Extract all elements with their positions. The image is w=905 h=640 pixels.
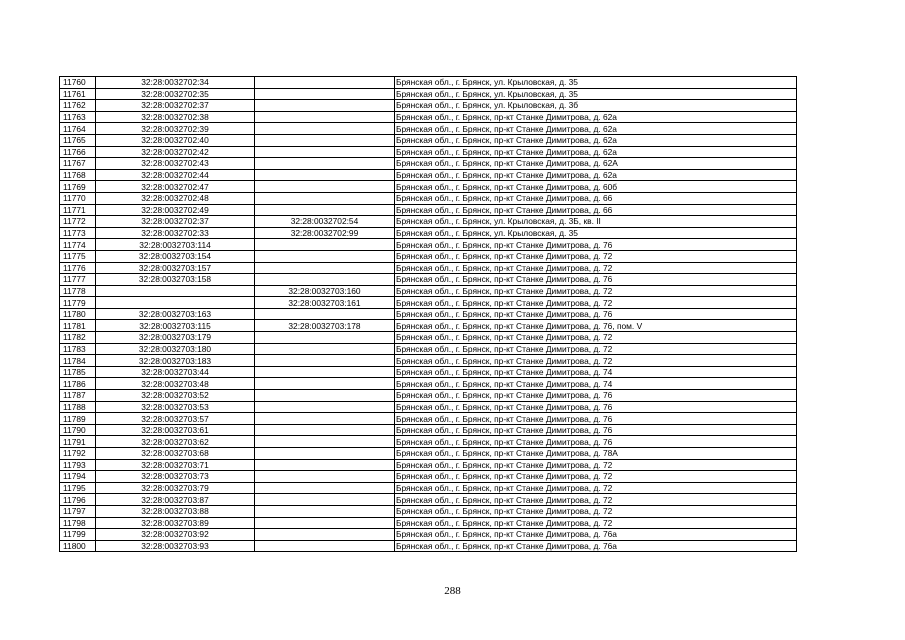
row-number-cell: 11793 bbox=[60, 459, 96, 471]
row-number-cell: 11796 bbox=[60, 494, 96, 506]
row-number-cell: 11771 bbox=[60, 204, 96, 216]
row-number-cell: 11762 bbox=[60, 100, 96, 112]
table-row bbox=[60, 123, 797, 135]
table-row bbox=[60, 192, 797, 204]
address-cell: Брянская обл., г. Брянск, пр-кт Станке Димитрова, д. 62а bbox=[395, 123, 797, 135]
parent-cadastral-number-cell bbox=[255, 262, 395, 274]
parent-cadastral-number-cell bbox=[255, 529, 395, 541]
row-number-cell: 11772 bbox=[60, 216, 96, 228]
row-number-cell: 11780 bbox=[60, 308, 96, 320]
address-cell: Брянская обл., г. Брянск, пр-кт Станке Димитрова, д. 72 bbox=[395, 343, 797, 355]
address-cell: Брянская обл., г. Брянск, пр-кт Станке Димитрова, д. 60б bbox=[395, 181, 797, 193]
address-cell: Брянская обл., г. Брянск, пр-кт Станке Димитрова, д. 72 bbox=[395, 355, 797, 367]
table-row bbox=[60, 332, 797, 344]
cadastral-number-cell: 32:28:0032703:183 bbox=[96, 355, 255, 367]
table-row bbox=[60, 378, 797, 390]
address-cell: Брянская обл., г. Брянск, пр-кт Станке Димитрова, д. 72 bbox=[395, 471, 797, 483]
row-number-cell: 11800 bbox=[60, 540, 96, 552]
address-cell: Брянская обл., г. Брянск, пр-кт Станке Димитрова, д. 66 bbox=[395, 192, 797, 204]
parent-cadastral-number-cell bbox=[255, 494, 395, 506]
cadastral-number-cell: 32:28:0032703:88 bbox=[96, 505, 255, 517]
cadastral-number-cell bbox=[96, 285, 255, 297]
address-cell: Брянская обл., г. Брянск, пр-кт Станке Димитрова, д. 72 bbox=[395, 297, 797, 309]
parent-cadastral-number-cell bbox=[255, 471, 395, 483]
table-row bbox=[60, 239, 797, 251]
table-row bbox=[60, 285, 797, 297]
cadastral-number-cell: 32:28:0032703:68 bbox=[96, 448, 255, 460]
row-number-cell: 11798 bbox=[60, 517, 96, 529]
cadastral-number-cell: 32:28:0032702:35 bbox=[96, 88, 255, 100]
register-table-body bbox=[60, 77, 797, 552]
cadastral-number-cell: 32:28:0032702:48 bbox=[96, 192, 255, 204]
parent-cadastral-number-cell bbox=[255, 134, 395, 146]
table-row bbox=[60, 436, 797, 448]
table-row bbox=[60, 401, 797, 413]
row-number-cell: 11794 bbox=[60, 471, 96, 483]
row-number-cell: 11781 bbox=[60, 320, 96, 332]
table-row bbox=[60, 262, 797, 274]
cadastral-number-cell: 32:28:0032703:180 bbox=[96, 343, 255, 355]
parent-cadastral-number-cell bbox=[255, 355, 395, 367]
table-row bbox=[60, 308, 797, 320]
address-cell: Брянская обл., г. Брянск, ул. Крыловская, д. 35 bbox=[395, 227, 797, 239]
row-number-cell: 11765 bbox=[60, 134, 96, 146]
table-row bbox=[60, 274, 797, 286]
address-cell: Брянская обл., г. Брянск, пр-кт Станке Димитрова, д. 72 bbox=[395, 285, 797, 297]
address-cell: Брянская обл., г. Брянск, пр-кт Станке Димитрова, д. 76 bbox=[395, 424, 797, 436]
address-cell: Брянская обл., г. Брянск, пр-кт Станке Димитрова, д. 74 bbox=[395, 378, 797, 390]
cadastral-number-cell bbox=[96, 297, 255, 309]
row-number-cell: 11799 bbox=[60, 529, 96, 541]
table-row bbox=[60, 355, 797, 367]
address-cell: Брянская обл., г. Брянск, пр-кт Станке Димитрова, д. 78А bbox=[395, 448, 797, 460]
cadastral-number-cell: 32:28:0032702:49 bbox=[96, 204, 255, 216]
address-cell: Брянская обл., г. Брянск, пр-кт Станке Димитрова, д. 76а bbox=[395, 529, 797, 541]
table-row bbox=[60, 134, 797, 146]
page-number: 288 bbox=[444, 585, 461, 597]
cadastral-number-cell: 32:28:0032702:43 bbox=[96, 158, 255, 170]
parent-cadastral-number-cell bbox=[255, 204, 395, 216]
table-row bbox=[60, 390, 797, 402]
table-row bbox=[60, 343, 797, 355]
cadastral-number-cell: 32:28:0032702:33 bbox=[96, 227, 255, 239]
row-number-cell: 11764 bbox=[60, 123, 96, 135]
table-row bbox=[60, 100, 797, 112]
cadastral-number-cell: 32:28:0032703:179 bbox=[96, 332, 255, 344]
parent-cadastral-number-cell bbox=[255, 459, 395, 471]
table-row bbox=[60, 320, 797, 332]
row-number-cell: 11783 bbox=[60, 343, 96, 355]
address-cell: Брянская обл., г. Брянск, пр-кт Станке Димитрова, д. 76 bbox=[395, 401, 797, 413]
cadastral-number-cell: 32:28:0032703:87 bbox=[96, 494, 255, 506]
address-cell: Брянская обл., г. Брянск, ул. Крыловская, д. 3б bbox=[395, 100, 797, 112]
cadastral-number-cell: 32:28:0032702:47 bbox=[96, 181, 255, 193]
row-number-cell: 11761 bbox=[60, 88, 96, 100]
parent-cadastral-number-cell bbox=[255, 401, 395, 413]
row-number-cell: 11763 bbox=[60, 111, 96, 123]
table-row bbox=[60, 146, 797, 158]
table-row bbox=[60, 540, 797, 552]
parent-cadastral-number-cell bbox=[255, 390, 395, 402]
address-cell: Брянская обл., г. Брянск, пр-кт Станке Димитрова, д. 72 bbox=[395, 505, 797, 517]
parent-cadastral-number-cell bbox=[255, 250, 395, 262]
parent-cadastral-number-cell bbox=[255, 181, 395, 193]
cadastral-number-cell: 32:28:0032702:39 bbox=[96, 123, 255, 135]
address-cell: Брянская обл., г. Брянск, ул. Крыловская, д. 35 bbox=[395, 88, 797, 100]
cadastral-number-cell: 32:28:0032702:37 bbox=[96, 100, 255, 112]
table-row bbox=[60, 181, 797, 193]
row-number-cell: 11775 bbox=[60, 250, 96, 262]
row-number-cell: 11773 bbox=[60, 227, 96, 239]
parent-cadastral-number-cell bbox=[255, 378, 395, 390]
address-cell: Брянская обл., г. Брянск, пр-кт Станке Димитрова, д. 62а bbox=[395, 146, 797, 158]
table-row bbox=[60, 482, 797, 494]
parent-cadastral-number-cell bbox=[255, 448, 395, 460]
table-row bbox=[60, 366, 797, 378]
parent-cadastral-number-cell bbox=[255, 540, 395, 552]
parent-cadastral-number-cell bbox=[255, 482, 395, 494]
cadastral-number-cell: 32:28:0032703:53 bbox=[96, 401, 255, 413]
row-number-cell: 11768 bbox=[60, 169, 96, 181]
row-number-cell: 11787 bbox=[60, 390, 96, 402]
row-number-cell: 11785 bbox=[60, 366, 96, 378]
row-number-cell: 11766 bbox=[60, 146, 96, 158]
parent-cadastral-number-cell bbox=[255, 123, 395, 135]
table-row bbox=[60, 216, 797, 228]
table-row bbox=[60, 471, 797, 483]
row-number-cell: 11784 bbox=[60, 355, 96, 367]
parent-cadastral-number-cell bbox=[255, 366, 395, 378]
cadastral-number-cell: 32:28:0032703:71 bbox=[96, 459, 255, 471]
table-row bbox=[60, 250, 797, 262]
cadastral-number-cell: 32:28:0032703:57 bbox=[96, 413, 255, 425]
address-cell: Брянская обл., г. Брянск, ул. Крыловская, д. 3Б, кв. II bbox=[395, 216, 797, 228]
row-number-cell: 11786 bbox=[60, 378, 96, 390]
cadastral-number-cell: 32:28:0032703:114 bbox=[96, 239, 255, 251]
table-row bbox=[60, 77, 797, 89]
table-row bbox=[60, 517, 797, 529]
cadastral-number-cell: 32:28:0032703:48 bbox=[96, 378, 255, 390]
parent-cadastral-number-cell bbox=[255, 100, 395, 112]
row-number-cell: 11797 bbox=[60, 505, 96, 517]
address-cell: Брянская обл., г. Брянск, пр-кт Станке Димитрова, д. 62а bbox=[395, 169, 797, 181]
table-row bbox=[60, 413, 797, 425]
parent-cadastral-number-cell bbox=[255, 77, 395, 89]
address-cell: Брянская обл., г. Брянск, пр-кт Станке Димитрова, д. 72 bbox=[395, 332, 797, 344]
cadastral-number-cell: 32:28:0032703:62 bbox=[96, 436, 255, 448]
cadastral-number-cell: 32:28:0032703:44 bbox=[96, 366, 255, 378]
cadastral-number-cell: 32:28:0032703:157 bbox=[96, 262, 255, 274]
address-cell: Брянская обл., г. Брянск, пр-кт Станке Димитрова, д. 72 bbox=[395, 517, 797, 529]
table-row bbox=[60, 424, 797, 436]
row-number-cell: 11790 bbox=[60, 424, 96, 436]
row-number-cell: 11778 bbox=[60, 285, 96, 297]
table-row bbox=[60, 204, 797, 216]
row-number-cell: 11777 bbox=[60, 274, 96, 286]
row-number-cell: 11795 bbox=[60, 482, 96, 494]
parent-cadastral-number-cell bbox=[255, 192, 395, 204]
cadastral-number-cell: 32:28:0032702:44 bbox=[96, 169, 255, 181]
table-row bbox=[60, 111, 797, 123]
table-row bbox=[60, 88, 797, 100]
parent-cadastral-number-cell bbox=[255, 424, 395, 436]
cadastral-number-cell: 32:28:0032703:93 bbox=[96, 540, 255, 552]
address-cell: Брянская обл., г. Брянск, пр-кт Станке Димитрова, д. 72 bbox=[395, 482, 797, 494]
cadastral-number-cell: 32:28:0032703:163 bbox=[96, 308, 255, 320]
parent-cadastral-number-cell bbox=[255, 517, 395, 529]
parent-cadastral-number-cell bbox=[255, 308, 395, 320]
address-cell: Брянская обл., г. Брянск, пр-кт Станке Димитрова, д. 62а bbox=[395, 111, 797, 123]
address-cell: Брянская обл., г. Брянск, пр-кт Станке Димитрова, д. 76 bbox=[395, 274, 797, 286]
parent-cadastral-number-cell bbox=[255, 332, 395, 344]
address-cell: Брянская обл., г. Брянск, пр-кт Станке Димитрова, д. 76 bbox=[395, 390, 797, 402]
parent-cadastral-number-cell bbox=[255, 413, 395, 425]
address-cell: Брянская обл., г. Брянск, пр-кт Станке Димитрова, д. 76 bbox=[395, 239, 797, 251]
row-number-cell: 11770 bbox=[60, 192, 96, 204]
address-cell: Брянская обл., г. Брянск, пр-кт Станке Димитрова, д. 76 bbox=[395, 436, 797, 448]
address-cell: Брянская обл., г. Брянск, пр-кт Станке Димитрова, д. 62а bbox=[395, 134, 797, 146]
table-row bbox=[60, 459, 797, 471]
table-row bbox=[60, 529, 797, 541]
cadastral-number-cell: 32:28:0032703:154 bbox=[96, 250, 255, 262]
table-row bbox=[60, 227, 797, 239]
cadastral-number-cell: 32:28:0032703:115 bbox=[96, 320, 255, 332]
address-cell: Брянская обл., г. Брянск, пр-кт Станке Димитрова, д. 72 bbox=[395, 459, 797, 471]
row-number-cell: 11774 bbox=[60, 239, 96, 251]
address-cell: Брянская обл., г. Брянск, пр-кт Станке Димитрова, д. 76, пом. V bbox=[395, 320, 797, 332]
row-number-cell: 11760 bbox=[60, 77, 96, 89]
table-row bbox=[60, 158, 797, 170]
address-cell: Брянская обл., г. Брянск, пр-кт Станке Димитрова, д. 76 bbox=[395, 413, 797, 425]
address-cell: Брянская обл., г. Брянск, пр-кт Станке Димитрова, д. 72 bbox=[395, 250, 797, 262]
address-cell: Брянская обл., г. Брянск, пр-кт Станке Димитрова, д. 72 bbox=[395, 494, 797, 506]
cadastral-number-cell: 32:28:0032702:38 bbox=[96, 111, 255, 123]
parent-cadastral-number-cell bbox=[255, 274, 395, 286]
address-cell: Брянская обл., г. Брянск, ул. Крыловская, д. 35 bbox=[395, 77, 797, 89]
cadastral-number-cell: 32:28:0032703:158 bbox=[96, 274, 255, 286]
cadastral-number-cell: 32:28:0032703:52 bbox=[96, 390, 255, 402]
parent-cadastral-number-cell: 32:28:0032703:160 bbox=[255, 285, 395, 297]
parent-cadastral-number-cell bbox=[255, 505, 395, 517]
cadastral-number-cell: 32:28:0032703:61 bbox=[96, 424, 255, 436]
row-number-cell: 11789 bbox=[60, 413, 96, 425]
table-row bbox=[60, 505, 797, 517]
address-cell: Брянская обл., г. Брянск, пр-кт Станке Димитрова, д. 66 bbox=[395, 204, 797, 216]
row-number-cell: 11791 bbox=[60, 436, 96, 448]
parent-cadastral-number-cell bbox=[255, 88, 395, 100]
cadastral-number-cell: 32:28:0032703:89 bbox=[96, 517, 255, 529]
row-number-cell: 11782 bbox=[60, 332, 96, 344]
cadastral-number-cell: 32:28:0032703:79 bbox=[96, 482, 255, 494]
cadastral-number-cell: 32:28:0032702:34 bbox=[96, 77, 255, 89]
address-cell: Брянская обл., г. Брянск, пр-кт Станке Димитрова, д. 62А bbox=[395, 158, 797, 170]
cadastral-number-cell: 32:28:0032702:42 bbox=[96, 146, 255, 158]
row-number-cell: 11776 bbox=[60, 262, 96, 274]
address-cell: Брянская обл., г. Брянск, пр-кт Станке Димитрова, д. 74 bbox=[395, 366, 797, 378]
row-number-cell: 11767 bbox=[60, 158, 96, 170]
row-number-cell: 11779 bbox=[60, 297, 96, 309]
parent-cadastral-number-cell bbox=[255, 158, 395, 170]
parent-cadastral-number-cell: 32:28:0032702:99 bbox=[255, 227, 395, 239]
table-row bbox=[60, 494, 797, 506]
address-cell: Брянская обл., г. Брянск, пр-кт Станке Димитрова, д. 76а bbox=[395, 540, 797, 552]
parent-cadastral-number-cell: 32:28:0032702:54 bbox=[255, 216, 395, 228]
parent-cadastral-number-cell bbox=[255, 111, 395, 123]
parent-cadastral-number-cell bbox=[255, 239, 395, 251]
table-row bbox=[60, 448, 797, 460]
cadastral-number-cell: 32:28:0032703:73 bbox=[96, 471, 255, 483]
parent-cadastral-number-cell bbox=[255, 436, 395, 448]
row-number-cell: 11788 bbox=[60, 401, 96, 413]
address-cell: Брянская обл., г. Брянск, пр-кт Станке Димитрова, д. 76 bbox=[395, 308, 797, 320]
parent-cadastral-number-cell bbox=[255, 146, 395, 158]
parent-cadastral-number-cell: 32:28:0032703:178 bbox=[255, 320, 395, 332]
row-number-cell: 11792 bbox=[60, 448, 96, 460]
table-row bbox=[60, 169, 797, 181]
parent-cadastral-number-cell bbox=[255, 343, 395, 355]
cadastral-number-cell: 32:28:0032702:37 bbox=[96, 216, 255, 228]
parent-cadastral-number-cell bbox=[255, 169, 395, 181]
address-cell: Брянская обл., г. Брянск, пр-кт Станке Димитрова, д. 72 bbox=[395, 262, 797, 274]
property-register-table bbox=[59, 76, 797, 552]
cadastral-number-cell: 32:28:0032702:40 bbox=[96, 134, 255, 146]
row-number-cell: 11769 bbox=[60, 181, 96, 193]
parent-cadastral-number-cell: 32:28:0032703:161 bbox=[255, 297, 395, 309]
cadastral-number-cell: 32:28:0032703:92 bbox=[96, 529, 255, 541]
table-row bbox=[60, 297, 797, 309]
